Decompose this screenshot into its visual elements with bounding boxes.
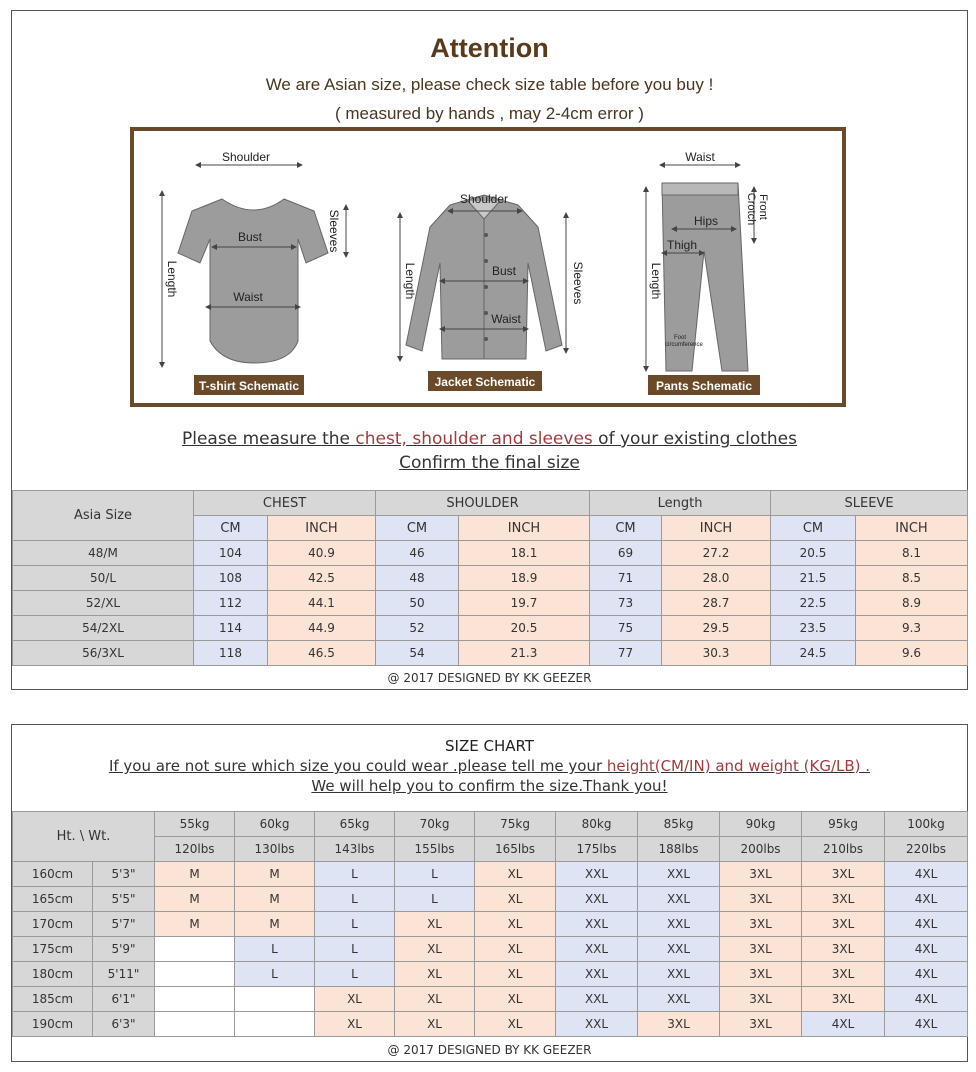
size-cell: 4XL: [885, 937, 968, 962]
unit-inch-header: INCH: [662, 516, 771, 541]
table-row: [13, 591, 968, 616]
measurement-cell: 19.7: [459, 591, 590, 616]
measurement-cell: 44.1: [268, 591, 376, 616]
height-cm-cell: 170cm: [13, 912, 93, 937]
header-row: [13, 837, 968, 862]
size-cell: XL: [475, 962, 556, 987]
size-cell: XXL: [556, 1012, 638, 1037]
measurement-cell: 29.5: [662, 616, 771, 641]
weight-lbs-header: 120lbs: [155, 837, 235, 862]
asian-size-note: We are Asian size, please check size table before you buy !: [265, 75, 714, 94]
size-cell: [155, 1012, 235, 1037]
size-cell: XL: [475, 987, 556, 1012]
size-cell: XL: [315, 1012, 395, 1037]
size-cell: XL: [395, 912, 475, 937]
confirm-size-note: Confirm the final size: [399, 453, 580, 473]
height-cm-cell: 190cm: [13, 1012, 93, 1037]
size-cell: M: [155, 912, 235, 937]
measurement-cell: 30.3: [662, 641, 771, 666]
pants-crotch-label: Crotch: [745, 192, 757, 226]
height-cm-cell: 160cm: [13, 862, 93, 887]
size-cell: XL: [395, 1012, 475, 1037]
height-cm-cell: 185cm: [13, 987, 93, 1012]
measurement-cell: 28.7: [662, 591, 771, 616]
pants-illustration: [646, 150, 769, 395]
size-label-cell: 52/XL: [13, 591, 194, 616]
measure-prefix: Please measure the: [182, 429, 356, 449]
size-cell: 4XL: [885, 987, 968, 1012]
weight-lbs-header: 143lbs: [315, 837, 395, 862]
pants-schematic-label: Pants Schematic: [655, 379, 753, 393]
unit-cm-header: CM: [771, 516, 856, 541]
size-cell: XXL: [556, 862, 638, 887]
pants-length-label: Length: [649, 262, 663, 300]
chest-header: CHEST: [194, 491, 376, 516]
size-cell: L: [315, 912, 395, 937]
size-cell: L: [315, 937, 395, 962]
measurement-cell: 114: [194, 616, 268, 641]
size-chart-request: [12, 757, 967, 775]
size-cell: XXL: [556, 887, 638, 912]
height-ft-cell: 5'3": [93, 862, 155, 887]
pants-foot-label: Foot: [673, 335, 687, 341]
size-label-cell: 50/L: [13, 566, 194, 591]
measure-instruction: [12, 429, 967, 449]
height-cm-cell: 175cm: [13, 937, 93, 962]
size-cell: 3XL: [802, 912, 885, 937]
size-cell: XXL: [638, 937, 720, 962]
measurement-cell: 112: [194, 591, 268, 616]
size-cell: 3XL: [720, 862, 802, 887]
size-cell: 3XL: [638, 1012, 720, 1037]
size-cell: XXL: [638, 862, 720, 887]
weight-lbs-header: 165lbs: [475, 837, 556, 862]
measurement-cell: 24.5: [771, 641, 856, 666]
jacket-length-label: Length: [403, 262, 417, 300]
header-row: [13, 812, 968, 837]
measurement-cell: 21.5: [771, 566, 856, 591]
unit-inch-header: INCH: [459, 516, 590, 541]
weight-kg-header: 55kg: [155, 812, 235, 837]
weight-kg-header: 95kg: [802, 812, 885, 837]
size-cell: XL: [475, 1012, 556, 1037]
measurement-cell: 48: [376, 566, 459, 591]
height-ft-cell: 5'9": [93, 937, 155, 962]
size-cell: 3XL: [802, 937, 885, 962]
schematic-frame: [130, 127, 846, 407]
size-cell: 3XL: [802, 862, 885, 887]
weight-lbs-header: 130lbs: [235, 837, 315, 862]
size-cell: L: [315, 962, 395, 987]
weight-kg-header: 60kg: [235, 812, 315, 837]
table-row: [13, 566, 968, 591]
measurement-cell: 8.1: [856, 541, 968, 566]
designer-credit: @ 2017 DESIGNED BY KK GEEZER: [387, 671, 592, 685]
measure-suffix: of your existing clothes: [592, 429, 797, 449]
size-cell: XXL: [638, 912, 720, 937]
table-row: [13, 962, 968, 987]
size-cell: [235, 987, 315, 1012]
measurement-cell: 44.9: [268, 616, 376, 641]
size-cell: [155, 937, 235, 962]
measurement-cell: 71: [590, 566, 662, 591]
weight-kg-header: 80kg: [556, 812, 638, 837]
size-cell: XL: [395, 987, 475, 1012]
size-cell: 4XL: [885, 962, 968, 987]
measurement-cell: 8.9: [856, 591, 968, 616]
size-cell: 3XL: [720, 912, 802, 937]
measurement-cell: 69: [590, 541, 662, 566]
size-cell: M: [235, 862, 315, 887]
size-label-cell: 48/M: [13, 541, 194, 566]
size-cell: 3XL: [720, 937, 802, 962]
measurement-cell: 73: [590, 591, 662, 616]
measurement-cell: 52: [376, 616, 459, 641]
table-row: [13, 912, 968, 937]
size-cell: M: [155, 887, 235, 912]
height-cm-cell: 165cm: [13, 887, 93, 912]
table-row: [13, 641, 968, 666]
measurement-cell: 20.5: [771, 541, 856, 566]
measurement-cell: 54: [376, 641, 459, 666]
height-ft-cell: 5'11": [93, 962, 155, 987]
pants-circumference-label: circumference: [665, 342, 703, 348]
weight-lbs-header: 200lbs: [720, 837, 802, 862]
size-cell: 3XL: [720, 962, 802, 987]
size-cell: 3XL: [720, 1012, 802, 1037]
size-cell: 4XL: [885, 912, 968, 937]
table-row: [13, 937, 968, 962]
measurement-cell: 118: [194, 641, 268, 666]
size-chart-request-highlight: height(CM/IN) and weight (KG/LB) .: [606, 757, 871, 775]
size-chart-panel: [11, 724, 968, 1062]
measure-highlight: chest, shoulder and sleeves: [355, 429, 593, 449]
table-row: [13, 616, 968, 641]
size-cell: XXL: [638, 987, 720, 1012]
size-cell: 3XL: [802, 962, 885, 987]
size-cell: XL: [475, 862, 556, 887]
measurement-cell: 46: [376, 541, 459, 566]
measurement-cell: 22.5: [771, 591, 856, 616]
size-cell: 3XL: [720, 887, 802, 912]
size-cell: L: [395, 862, 475, 887]
size-cell: XL: [395, 937, 475, 962]
height-ft-cell: 6'3": [93, 1012, 155, 1037]
size-cell: XXL: [556, 962, 638, 987]
jacket-illustration: [400, 192, 585, 391]
size-cell: M: [155, 862, 235, 887]
jacket-sleeves-label: Sleeves: [571, 261, 585, 305]
size-label-cell: 56/3XL: [13, 641, 194, 666]
measurement-cell: 21.3: [459, 641, 590, 666]
pants-front-label: Front: [757, 194, 769, 220]
weight-lbs-header: 220lbs: [885, 837, 968, 862]
weight-kg-header: 100kg: [885, 812, 968, 837]
weight-lbs-header: 188lbs: [638, 837, 720, 862]
unit-cm-header: CM: [376, 516, 459, 541]
size-cell: 4XL: [885, 862, 968, 887]
tshirt-sleeves-label: Sleeves: [327, 209, 341, 253]
size-cell: 4XL: [885, 887, 968, 912]
jacket-schematic-label: Jacket Schematic: [434, 375, 536, 389]
size-cell: [155, 987, 235, 1012]
height-ft-cell: 6'1": [93, 987, 155, 1012]
pants-thigh-label: Thigh: [666, 238, 698, 252]
size-measurement-table: [12, 490, 968, 666]
measurement-cell: 8.5: [856, 566, 968, 591]
size-cell: L: [235, 962, 315, 987]
size-cell: XXL: [638, 962, 720, 987]
unit-cm-header: CM: [590, 516, 662, 541]
size-cell: XXL: [556, 937, 638, 962]
size-cell: 3XL: [720, 987, 802, 1012]
size-cell: XL: [475, 887, 556, 912]
size-cell: XXL: [556, 912, 638, 937]
measurement-cell: 42.5: [268, 566, 376, 591]
tshirt-bust-label: Bust: [237, 230, 263, 244]
pants-waist-label: Waist: [685, 150, 715, 164]
size-cell: XXL: [638, 887, 720, 912]
shoulder-header: SHOULDER: [376, 491, 590, 516]
jacket-shoulder-label: Shoulder: [459, 192, 509, 206]
asia-size-header: Asia Size: [13, 491, 194, 541]
height-ft-cell: 5'5": [93, 887, 155, 912]
weight-kg-header: 75kg: [475, 812, 556, 837]
attention-title: Attention: [430, 33, 549, 63]
weight-kg-header: 65kg: [315, 812, 395, 837]
measurement-cell: 104: [194, 541, 268, 566]
size-cell: 4XL: [885, 1012, 968, 1037]
jacket-bust-label: Bust: [491, 264, 517, 278]
tshirt-schematic-label: T-shirt Schematic: [198, 379, 300, 393]
measurement-cell: 27.2: [662, 541, 771, 566]
measurement-cell: 23.5: [771, 616, 856, 641]
size-chart-thanks: We will help you to confirm the size.Thank you!: [311, 777, 668, 795]
height-weight-size-table: [12, 811, 968, 1037]
table-row: [13, 541, 968, 566]
size-cell: L: [315, 887, 395, 912]
size-cell: M: [235, 887, 315, 912]
size-chart-title: SIZE CHART: [445, 737, 534, 755]
table-row: [13, 887, 968, 912]
measurement-cell: 18.1: [459, 541, 590, 566]
size-cell: [235, 1012, 315, 1037]
weight-kg-header: 85kg: [638, 812, 720, 837]
jacket-waist-label: Waist: [491, 312, 521, 326]
table-row: [13, 862, 968, 887]
schematic-illustrations: [134, 131, 842, 403]
unit-cm-header: CM: [194, 516, 268, 541]
table-row: [13, 987, 968, 1012]
size-guide-panel: [11, 10, 968, 690]
weight-lbs-header: 155lbs: [395, 837, 475, 862]
tshirt-shoulder-label: Shoulder: [221, 150, 271, 164]
measurement-cell: 20.5: [459, 616, 590, 641]
size-cell: 3XL: [802, 887, 885, 912]
unit-inch-header: INCH: [268, 516, 376, 541]
designer-credit: @ 2017 DESIGNED BY KK GEEZER: [387, 1043, 592, 1057]
size-cell: [155, 962, 235, 987]
pants-hips-label: Hips: [693, 214, 719, 228]
measurement-cell: 18.9: [459, 566, 590, 591]
size-cell: 3XL: [802, 987, 885, 1012]
size-cell: 4XL: [802, 1012, 885, 1037]
measurement-cell: 77: [590, 641, 662, 666]
tshirt-length-label: Length: [165, 260, 179, 298]
size-cell: XL: [475, 937, 556, 962]
size-chart-request-prefix: If you are not sure which size you could wear .please tell me your: [108, 757, 607, 775]
weight-lbs-header: 175lbs: [556, 837, 638, 862]
size-cell: XL: [475, 912, 556, 937]
measurement-cell: 40.9: [268, 541, 376, 566]
size-cell: XL: [395, 962, 475, 987]
size-cell: L: [315, 862, 395, 887]
measurement-cell: 75: [590, 616, 662, 641]
unit-inch-header: INCH: [856, 516, 968, 541]
size-cell: XXL: [556, 987, 638, 1012]
measurement-cell: 9.6: [856, 641, 968, 666]
size-label-cell: 54/2XL: [13, 616, 194, 641]
length-header: Length: [590, 491, 771, 516]
measurement-cell: 50: [376, 591, 459, 616]
size-cell: M: [235, 912, 315, 937]
measurement-error-note: ( measured by hands , may 2-4cm error ): [335, 104, 644, 123]
tshirt-illustration: [162, 150, 346, 395]
measurement-cell: 46.5: [268, 641, 376, 666]
measurement-cell: 108: [194, 566, 268, 591]
height-weight-corner: Ht. \ Wt.: [13, 812, 155, 862]
size-cell: XL: [315, 987, 395, 1012]
size-cell: L: [395, 887, 475, 912]
tshirt-waist-label: Waist: [233, 290, 263, 304]
weight-lbs-header: 210lbs: [802, 837, 885, 862]
weight-kg-header: 70kg: [395, 812, 475, 837]
height-cm-cell: 180cm: [13, 962, 93, 987]
weight-kg-header: 90kg: [720, 812, 802, 837]
table-row: [13, 1012, 968, 1037]
sleeve-header: SLEEVE: [771, 491, 968, 516]
size-cell: L: [235, 937, 315, 962]
measurement-cell: 9.3: [856, 616, 968, 641]
height-ft-cell: 5'7": [93, 912, 155, 937]
measurement-cell: 28.0: [662, 566, 771, 591]
